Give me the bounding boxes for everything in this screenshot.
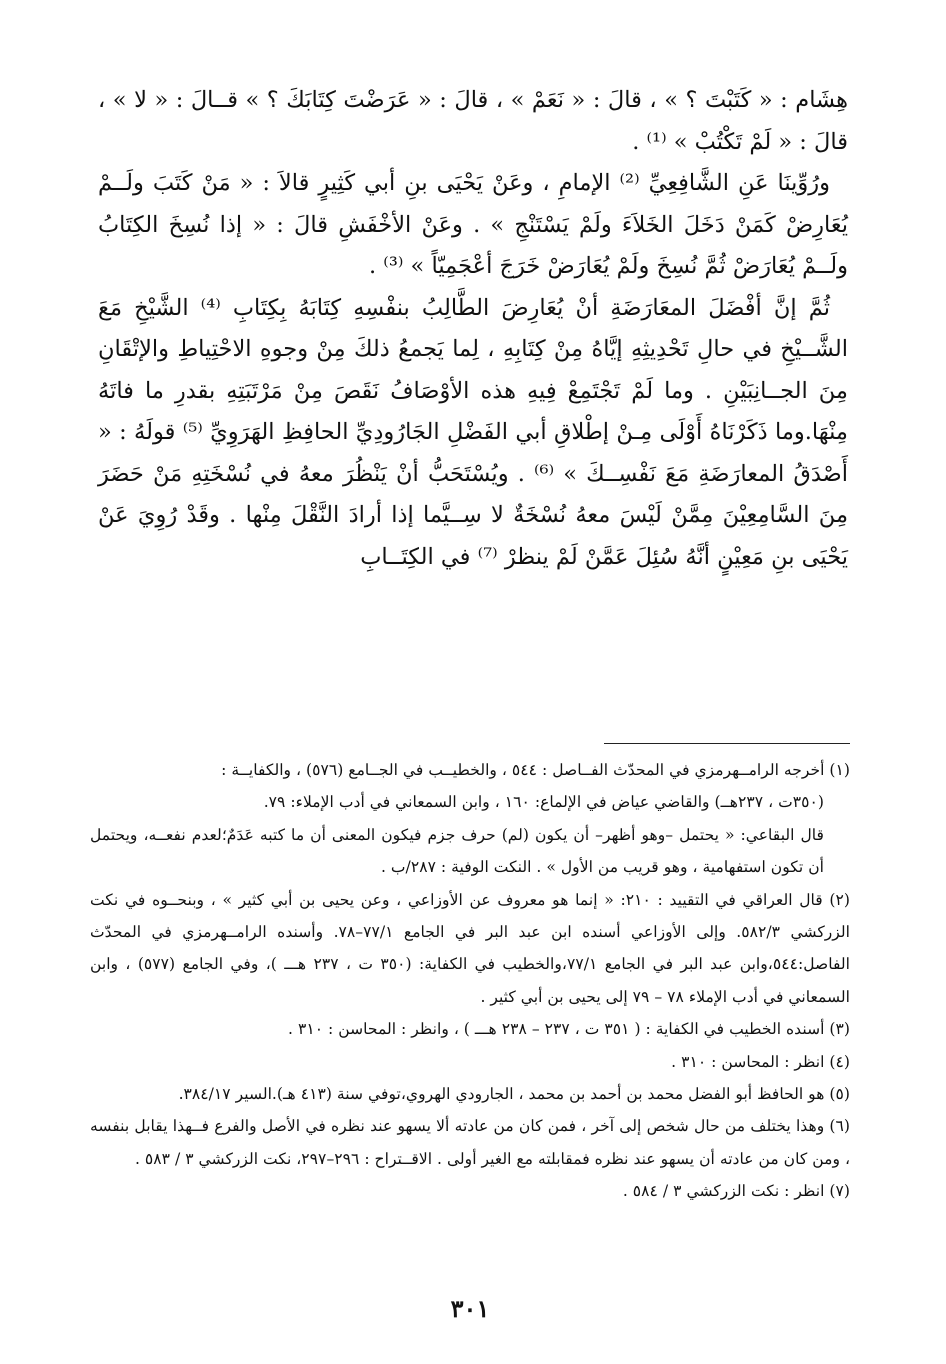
footnotes [90, 754, 850, 1208]
footnote-2: (٢) قال العراقي في التقييد : ٢١٠: « إنما هو معروف عن الأوزاعي ، وعن يحيى بن أبي كثير » ، وبنحــوه في نكت الزركشي ٥٨٢/٣. وإلى الأوزاعي أسنده ابن عبد البر في الجامع ٧٧/١–٧٨. وأسنده الرامــهرمزي في المحدّث الفاصل:٥٤٤،وابن عبد البر في الجامع ٧٧/١،والخطيب في الكفاية: (٣٥٠ ت ، ٢٣٧ هـــ )، وفي الجامع (٥٧٧) ، وابن السمعاني في أدب الإملاء ٧٨ – ٧٩ إلى يحيى بن أبي كثير . [90, 890, 851, 1006]
paragraph-1: هِشَام : « كَتَبْتَ ؟ » ، قالَ : « نَعَمْ » ، قالَ : « عَرَضْتَ كِتَابَكَ ؟ » قــالَ : « لا » ، قالَ : « لَمْ تَكْتُبْ » ⁽¹⁾ . [98, 87, 848, 155]
page-number: ٣٠١ [450, 1294, 490, 1323]
footnote-6: (٦) وهذا يختلف من حال شخص إلى آخر ، فمن كان من عادته ألا يسهو عند نظره في الأصل والفرع فــهذا يقابل بنفسه ، ومن كان من عادته أن يسهو عند نظره فمقابلته مع الغير أولى . الاقــتراح : ٢٩٦–٢٩٧، نكت الزركشي ٣ / ٥٨٣ . [90, 1117, 850, 1168]
footnote-7: (٧) انظر : نكت الزركشي ٣ / ٥٨٤ . [622, 1182, 850, 1201]
footnote-4: (٤) انظر : المحاسن : ٣١٠ . [671, 1052, 850, 1071]
footnote-1: (١) أخرجه الرامــهرمزي في المحدّث الفــاصل : ٥٤٤ ، والخطيــب في الجــامع (٥٧٦) ، والكفايــة : [221, 761, 850, 779]
footnote-separator [604, 743, 850, 744]
footnote-1-note: قال البقاعي: « يحتمل –وهو أظهر– أن يكون (لم) حرف جزم فيكون المعنى أن ما كتبه عَدَمٌ؛لعدم نفعــه، ويحتمل أن تكون استفهامية ، وهو قريب من الأول » . النكت الوفية : ٢٨٧/ب . [90, 825, 824, 877]
footnote-1-continued: (٣٥٠ت ، ٢٣٧هــ) والقاضي عياض في الإلماع: ١٦٠ ، وابن السمعاني في أدب الإملاء: ٧٩. [263, 793, 824, 812]
paragraph-2: ورُوِّينَا عَنِ الشَّافِعِيِّ ⁽²⁾ الإمامِ ، وعَنْ يَحْيَى بنِ أبي كَثِيرٍ قالاَ : « مَنْ كَتَبَ ولَــمْ يُعَارِضْ كَمَنْ دَخَلَ الخَلاَءَ ولَمْ يَسْتَنْجِ » . وعَنْ الأخْفَشِ قالَ : « إذا نُسِخَ الكِتَابُ ولَــمْ يُعَارَضْ ثُمَّ نُسِخَ ولَمْ يُعَارَضْ خَرَجَ أعْجَمِيّاً » ⁽³⁾ . [98, 170, 848, 279]
footnote-3: (٣) أسنده الخطيب في الكفاية : ( ٣٥١ ت ، ٢٣٧ – ٢٣٨ هـــ ) ، وانظر : المحاسن : ٣١٠ . [288, 1020, 850, 1039]
footnote-5: (٥) هو الحافظ أبو الفضل محمد بن أحمد بن محمد ، الجارودي الهروي،توفي سنة (٤١٣ هـ).السير ٣٨٤/١٧. [178, 1085, 850, 1104]
paragraph-3: ثُمَّ إنَّ أفْضَلَ المعَارَضَةِ أنْ يُعَارِضَ الطَّالِبُ بنفْسِهِ كِتَابَهُ بِكِتَابِ ⁽⁴⁾ الشَّيْخِ مَعَ الشَّــيْخِ في حالِ تَحْدِيثِهِ إيَّاهُ مِنْ كِتَابِهِ ، لِما يَجمعُ ذلكَ مِنْ وجوهِ الاحْتِياطِ والإتْقَانِ مِنَ الجــانِبَيْنِ . وما لَمْ تَجْتَمِعْ فِيهِ هذه الأوْصَافُ نَقَصَ مِنْ مَرْتَبَتِهِ بقدرِ ما فاتَهُ مِنْهَا.وما ذَكَرْنَاهُ أَوْلَى مِـنْ إطْلاقِ أبي الفَضْلِ الجَارُودِيِّ الحافِظِ الهَرَوِيِّ ⁽⁵⁾ قولَهُ : « أَصْدَقُ المعارَضَةِ مَعَ نَفْسِــكَ » ⁽⁶⁾ . ويُسْتَحَبُّ أنْ يَنْظُرَ معهُ في نُسْخَتِهِ مَنْ حَضَرَ مِنَ السَّامِعِيْنَ مِمَّنْ لَيْسَ معهُ نُسْخَةٌ لا سِــيَّما إذا أرادَ النَّقْلَ مِنْها . وقَدْ رُوِيَ عَنْ يَحْيَى بنِ مَعِيْنٍ أنَّهُ سُئِلَ عَمَّنْ لَمْ ينظرْ ⁽⁷⁾ في الكِتَــابِ [98, 294, 848, 570]
main-text [98, 80, 848, 578]
